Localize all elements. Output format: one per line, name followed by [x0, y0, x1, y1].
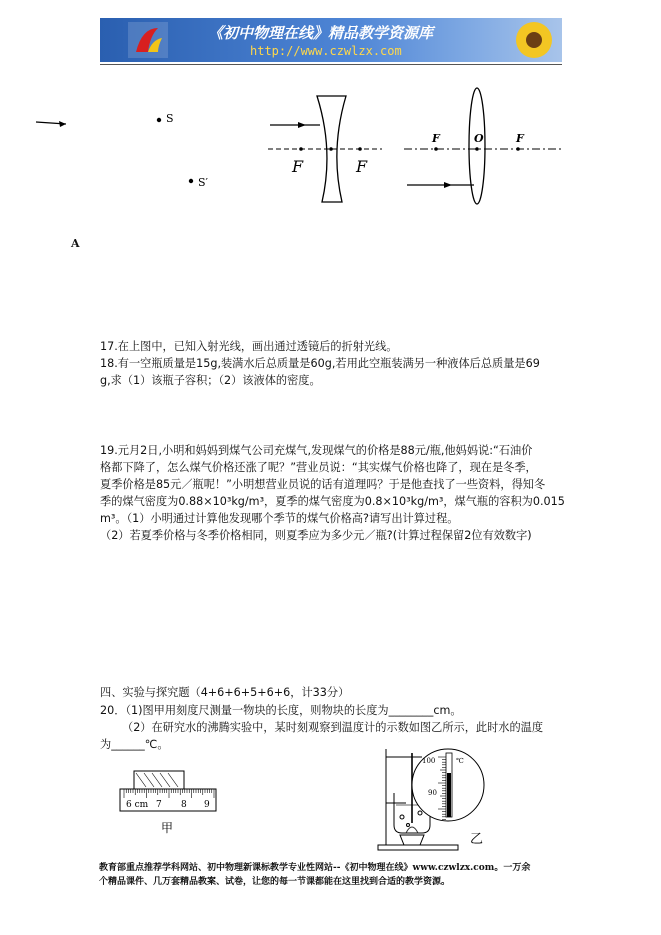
ruler-label-7: 7 [156, 800, 162, 810]
question-17: 17.在上图中，已知入射光线，画出通过透镜后的折射光线。 [100, 340, 398, 353]
header-title: 《初中物理在线》精品教学资源库 [208, 24, 434, 42]
ruler-label-8: 8 [181, 800, 187, 810]
label-a: A [71, 237, 80, 250]
question-20-line-3: 为______℃。 [100, 738, 169, 751]
point-s [157, 118, 161, 122]
header-banner [100, 18, 562, 62]
thermometer-liquid-column [447, 773, 451, 817]
footer-line-2: 个精品课件、几万套精品教案、试卷，让您的每一节课都能在这里找到合适的教学资源。 [99, 877, 451, 887]
question-19-line-5: m³。（1）小明通过计算他发现哪个季节的煤气价格高?请写出计算过程。 [100, 512, 459, 525]
header-divider [100, 64, 562, 65]
label-yi: 乙 [470, 832, 484, 847]
measured-block [134, 771, 184, 789]
stand-base [378, 845, 458, 850]
label-f-right-convex: F [516, 132, 524, 145]
label-jia: 甲 [161, 821, 174, 835]
question-18-line-1: 18.有一空瓶质量是15g,装满水后总质量是60g,若用此空瓶装满另一种液体后总质量是69 [100, 357, 540, 370]
question-19-line-1: 19.元月2日,小明和妈妈到煤气公司充煤气,发现煤气的价格是88元/瓶,他妈妈说:“石油价 [100, 444, 533, 457]
footer-line-1: 教育部重点推荐学科网站、初中物理新课标教学专业性网站--《初中物理在线》www.czwlzx.com。一万余 [99, 863, 531, 873]
thermo-label-100: 100 [422, 757, 436, 765]
section-4-heading: 四、实验与探究题（4+6+6+5+6+6，计33分） [100, 686, 350, 699]
concave-lens [268, 96, 382, 202]
question-19-line-6: （2）若夏季价格与冬季价格相同，则夏季应为多少元／瓶?(计算过程保留2位有效数字) [100, 529, 532, 542]
figure-17-lens-diagrams [0, 80, 661, 260]
question-18-line-2: g,求（1）该瓶子容积；（2）该液体的密度。 [100, 374, 321, 387]
site-logo-icon [128, 22, 168, 58]
label-o: O [474, 132, 484, 145]
question-20-line-1: 20．（1)图甲用刻度尺测量一物块的长度，则物块的长度为________cm。 [100, 704, 462, 717]
question-19-line-2: 格都下降了，怎么煤气价格还涨了呢？”营业员说：“其实煤气价格也降了，现在是冬季， [100, 461, 537, 474]
thermo-label-90: 90 [428, 789, 437, 797]
header-url: http://www.czwlzx.com [250, 44, 402, 58]
thermo-unit: ℃ [456, 757, 464, 765]
question-20-line-2: （2）在研究水的沸腾实验中，某时刻观察到温度计的示数如图乙所示，此时水的温度 [122, 721, 544, 734]
burner [400, 835, 424, 845]
question-19-line-4: 季的煤气密度为0.88×10³kg/m³，夏季的煤气密度为0.8×10³kg/m³，煤气瓶的容积为0.015 [100, 495, 565, 508]
point-s-prime [189, 179, 193, 183]
footer [99, 861, 565, 889]
label-f-right: F [356, 157, 368, 176]
question-19-line-3: 夏季价格是85元／瓶呢！”小明想营业员说的话有道理吗？于是他查找了一些资料，得知冬 [100, 478, 546, 491]
arrow-a [36, 121, 66, 127]
figure-boiling-experiment [360, 745, 492, 853]
label-f-left-convex: F [432, 132, 440, 145]
label-f-left: F [292, 157, 304, 176]
figure-ruler [118, 768, 228, 838]
sunflower-icon [500, 18, 562, 62]
label-s: S [166, 112, 174, 125]
convex-lens [404, 88, 562, 204]
ruler-label-6: 6 cm [126, 800, 149, 810]
ruler-label-9: 9 [204, 800, 210, 810]
label-s-prime: S′ [198, 176, 209, 189]
